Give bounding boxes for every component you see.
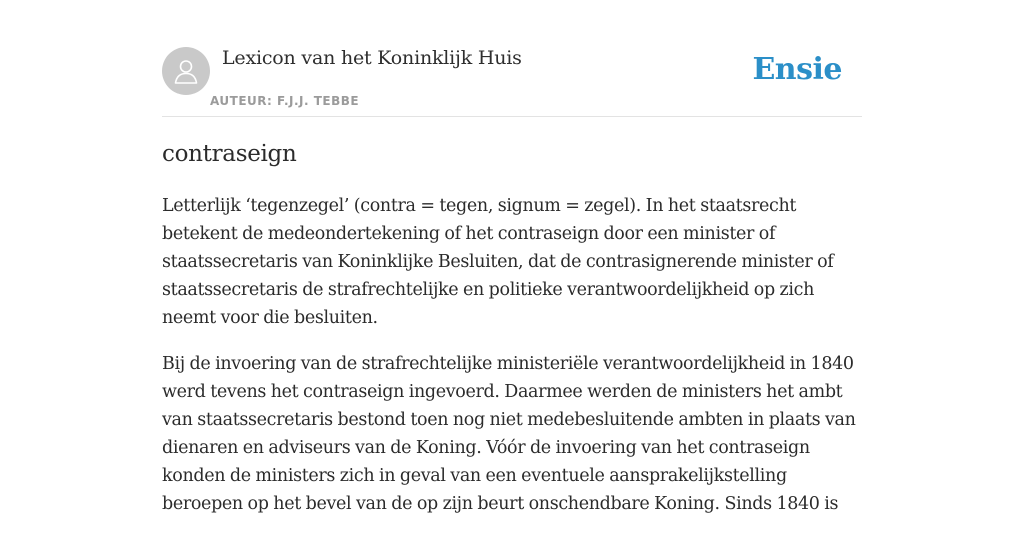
entry-header <box>162 0 862 117</box>
entry-paragraph: Bij de invoering van de strafrechtelijke ministeriële verantwoordelijkheid in 1840 werd tevens het contraseign ingevoerd. Daarmee werden de ministers het ambt van staatssecretaris bestond toen nog niet medebesluitende ambten in plaats van dienaren en adviseurs van de Koning. Vóór de invoering van het contraseign konden de ministers zich in geval van een eventuele aansprakelijkstelling beroepen op het bevel van de op zijn beurt onschendbare Koning. Sinds 1840 is <box>162 354 856 514</box>
user-icon <box>171 56 201 86</box>
entry-body <box>162 192 862 536</box>
author-avatar[interactable] <box>162 47 210 95</box>
author-link[interactable]: AUTEUR: F.J.J. TEBBE <box>210 94 360 108</box>
entry-paragraph: Letterlijk ‘tegenzegel’ (contra = tegen, signum = zegel). In het staatsrecht betekent de medeondertekening of het contraseign door een minister of staatssecretaris van Koninklijke Besluiten, dat de contrasignerende minister of staatssecretaris de strafrechtelijke en politieke verantwoordelijkheid op zich neemt voor die besluiten. <box>162 196 834 328</box>
page-container <box>162 0 862 514</box>
entry-title: contraseign <box>162 141 297 167</box>
ensie-logo[interactable]: Ensie <box>752 52 842 87</box>
book-title-link[interactable]: Lexicon van het Koninklijk Huis <box>222 47 522 69</box>
